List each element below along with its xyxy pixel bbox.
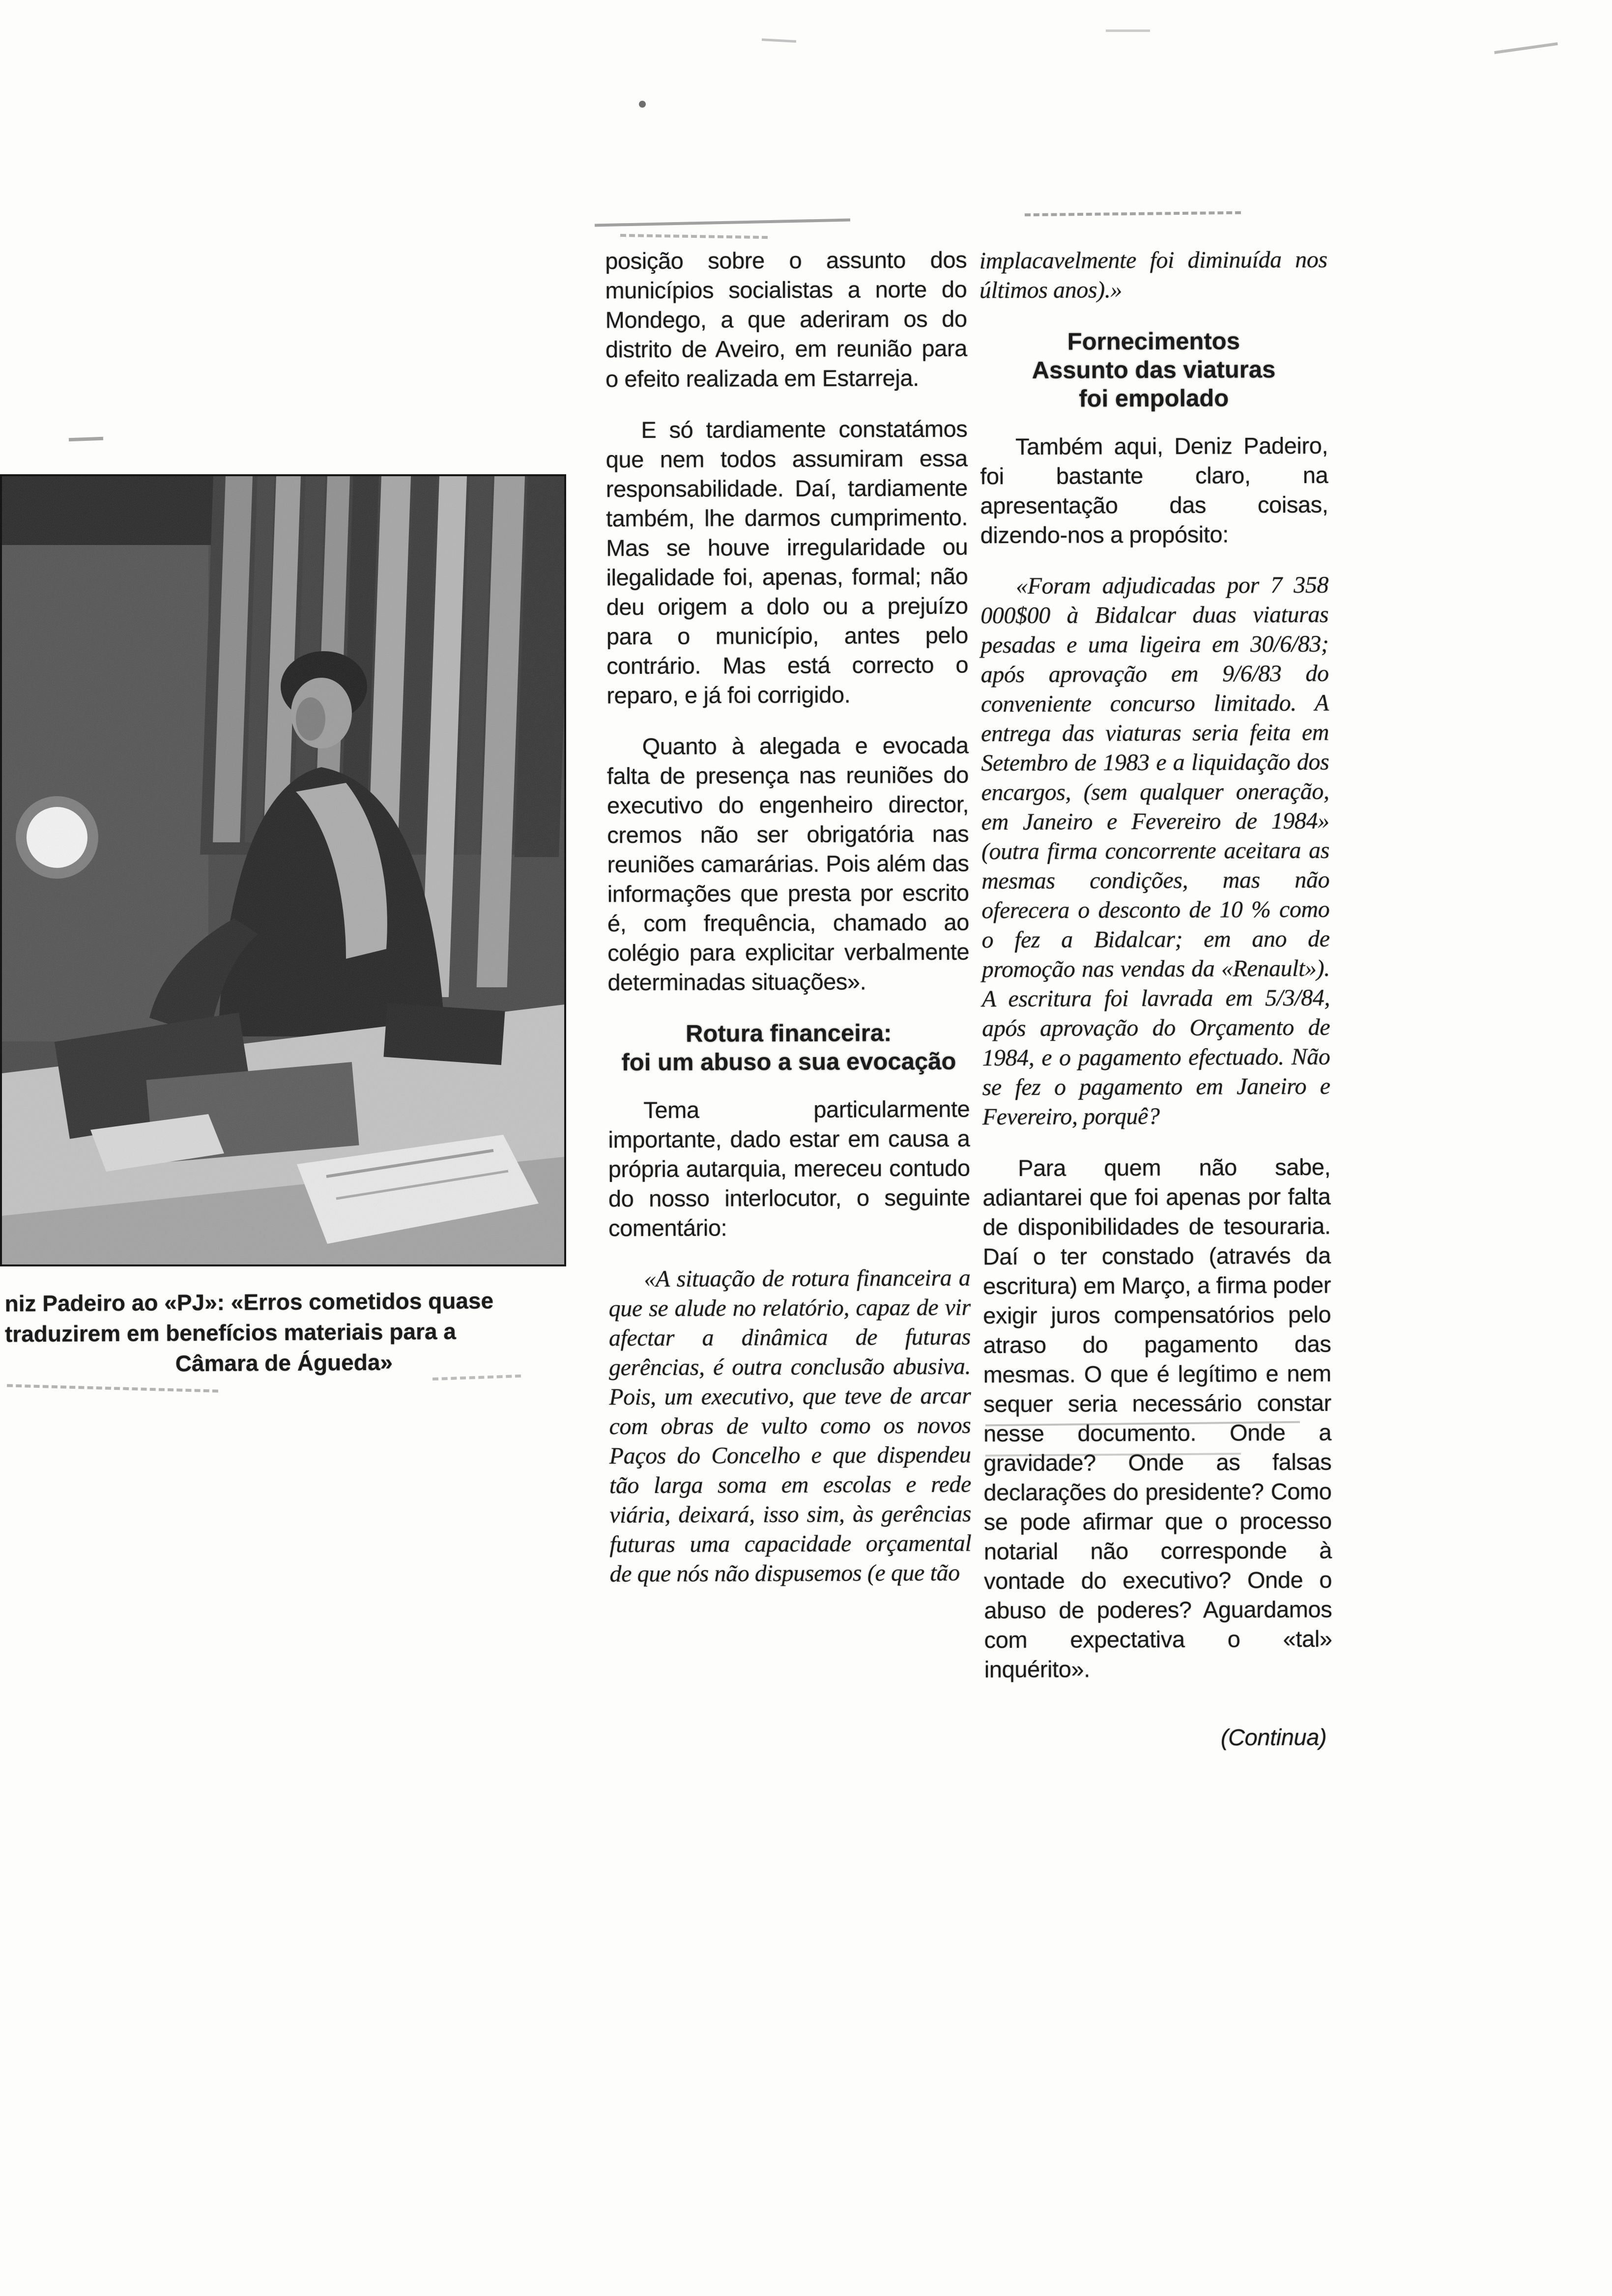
photo-caption xyxy=(4,1285,563,1380)
scan-smudge xyxy=(1106,29,1150,32)
article-paragraph: E só tardiamente constatámos que nem todos assumiram essa responsabilidade. Daí, tardiamente também, lhe darmos cumprimento. Mas se houve irregularidade ou ilegalidade foi, apenas, formal; não deu origem a dolo ou a prejuízo para o município, antes pelo contrário. Mas está correcto o reparo, e já foi corrigido. xyxy=(605,415,969,709)
scan-scribble xyxy=(595,219,850,227)
scan-smudge xyxy=(1494,42,1558,54)
caption-line: niz Padeiro ao «PJ»: «Erros cometidos quase xyxy=(4,1288,494,1317)
heading-line: Fornecimentos xyxy=(1067,328,1240,355)
photo xyxy=(2,476,564,1264)
article-paragraph: Também aqui, Deniz Padeiro, foi bastante claro, na apresentação das coisas, dizendo-nos a propósito: xyxy=(980,432,1328,548)
photo-figure xyxy=(0,474,566,1266)
article-quote-paragraph: «A situação de rotura financeira a que se alude no relatório, capaz de vir afectar a dinâmica de futuras gerências, é outra conclusão abusiva. Pois, um executivo, que teve de arcar com obras de vulto como os novos Paços do Concelho e que dispendeu tão larga soma em escolas e rede viária, deixará, isso sim, às gerências futuras uma capacidade orçamental de que nós não dispusemos (e que tão xyxy=(608,1264,972,1587)
photo-grain-overlay xyxy=(2,476,564,1264)
scan-smudge xyxy=(69,437,103,441)
caption-line: Câmara de Águeda» xyxy=(175,1349,393,1377)
article-quote-paragraph: «Foram adjudicadas por 7 358 000$00 à Bidalcar duas viaturas pesadas e uma ligeira em 30/6/83; após aprovação em 9/6/83 do conveniente concurso limitado. A entrega das viaturas seria feita em Setembro de 1983 e a liquidação dos encargos, (sem qualquer oneração, em Janeiro e Fevereiro de 1984» (outra firma concorrente aceitara as mesmas condições, mas não oferecera o desconto de 10 % como o fez a Bidalcar; em ano de promoção nas vendas da «Renault»). A escritura foi lavrada em 5/3/84, após aprovação do Orçamento de 1984, e o pagamento efectuado. Não se fez o pagamento em Janeiro e Fevereiro, porquê? xyxy=(980,572,1330,1130)
heading-line: Rotura financeira: xyxy=(686,1020,892,1047)
heading-line: foi um abuso a sua evocação xyxy=(621,1048,956,1076)
article-column-right xyxy=(979,245,1333,1753)
continuation-note: (Continua) xyxy=(1220,1723,1327,1751)
article-paragraph: Para quem não sabe, adiantarei que foi apenas por falta de disponibilidades de tesouraria. Daí o ter constado (através da escritura) em Março, a firma poder exigir juros compensatórios pelo atraso do pagamento das mesmas. O que é legítimo e nem sequer seria necessário constar nesse documento. Onde a gravidade? Onde as falsas declarações do presidente? Como se pode afirmar que o processo notarial não corresponde à vontade do executivo? Onde o abuso de poderes? Aguardamos com expectativa o «tal» inquérito». xyxy=(982,1153,1332,1683)
heading-line: Assunto das viaturas xyxy=(1032,356,1276,384)
article-paragraph: posição sobre o assunto dos municípios socialistas a norte do Mondego, a que aderiram os do distrito de Aveiro, em reunião para o efeito realizada em Estarreja. xyxy=(605,246,967,392)
article-column-left xyxy=(605,245,972,1611)
article-paragraph: Quanto à alegada e evocada falta de presença nas reuniões do executivo do engenheiro director, cremos não ser obrigatória nas reuniões camarárias. Pois além das informações que presta por escrito é, com frequência, chamado ao colégio para explicitar verbalmente determinadas situações». xyxy=(606,732,970,996)
scan-scribble xyxy=(620,234,768,239)
scan-scribble xyxy=(1025,211,1241,217)
section-heading-fornecimentos xyxy=(979,327,1328,413)
caption-line: traduzirem em benefícios materiais para a xyxy=(4,1318,456,1347)
section-heading-rotura-financeira xyxy=(608,1019,970,1077)
scan-scribble xyxy=(7,1384,218,1392)
heading-line: foi empolado xyxy=(1079,385,1229,412)
article-quote-paragraph: implacavelmente foi diminuída nos últimos anos).» xyxy=(979,246,1327,304)
scan-speck xyxy=(639,101,646,108)
article-paragraph: Tema particularmente importante, dado estar em causa a própria autarquia, mereceu contudo do nosso interlocutor, o seguinte comentário: xyxy=(608,1095,971,1241)
scan-smudge xyxy=(762,38,796,43)
